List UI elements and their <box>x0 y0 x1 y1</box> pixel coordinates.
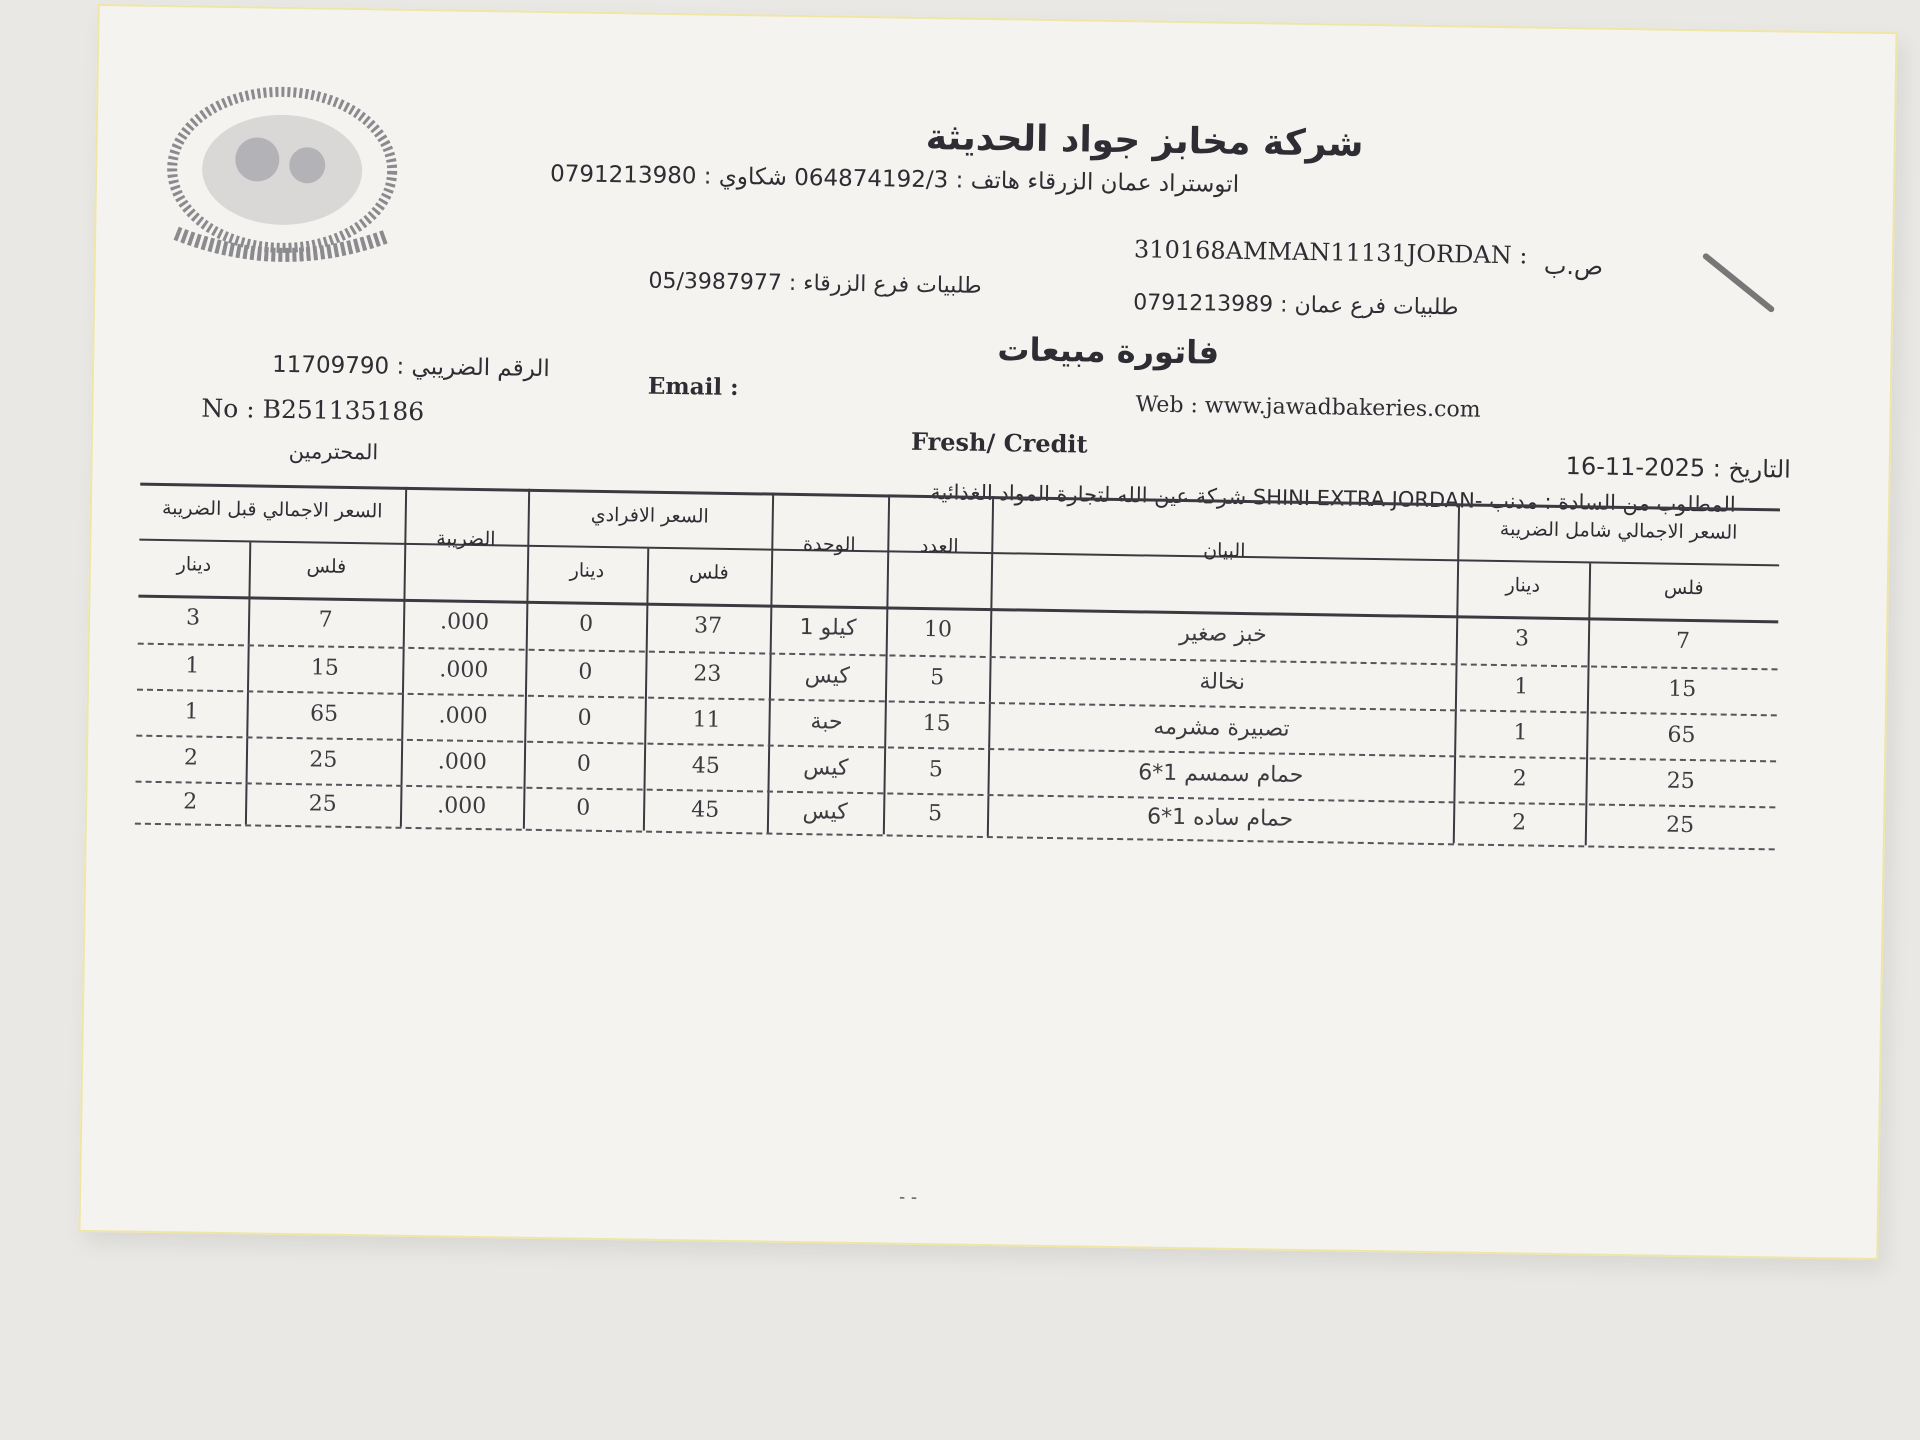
cell-twt-fils: 25 <box>1665 812 1695 839</box>
cell-unit: كيلو 1 <box>799 615 857 641</box>
po-box-label: ص.ب <box>1543 251 1604 281</box>
cell-tbt-dinar: 1 <box>185 653 200 679</box>
cell-description: حمام سمسم 1*6 <box>1138 760 1304 788</box>
cell-twt-dinar: 3 <box>1514 626 1530 652</box>
cell-count: 5 <box>927 801 943 827</box>
invoice-date: التاريخ : 2025-11-16 <box>1565 452 1792 484</box>
cell-unit: كيس <box>802 799 848 825</box>
header-fils: فلس <box>1663 576 1704 600</box>
cell-count: 5 <box>930 665 945 691</box>
orders-amman: طلبيات فرع عمان : 0791213989 <box>1132 290 1459 321</box>
cell-twt-fils: 65 <box>1667 722 1696 749</box>
cell-up-dinar: 0 <box>576 751 592 777</box>
email-label: Email : <box>647 372 739 402</box>
header-dinar: دينار <box>176 553 212 576</box>
cell-tax: .000 <box>438 703 488 730</box>
payment-type: Fresh/ Credit <box>910 426 1088 459</box>
invoice-paper <box>78 4 1897 1260</box>
header-fils: فلس <box>688 561 729 584</box>
company-name: شركة مخابز جواد الحديثة <box>925 116 1364 165</box>
header-total-with-tax: السعر الاجمالي شامل الضريبة <box>1499 518 1738 544</box>
cell-up-dinar: 0 <box>577 705 592 731</box>
header-description: البيان <box>1202 539 1246 563</box>
cell-up-fils: 45 <box>690 797 720 823</box>
header-unit-price: السعر الافرادي <box>590 503 709 528</box>
invoice-title: فاتورة مبيعات <box>997 330 1220 372</box>
cell-up-fils: 11 <box>692 707 721 733</box>
cell-count: 5 <box>928 757 944 783</box>
cell-tbt-dinar: 2 <box>183 789 198 815</box>
cell-unit: كيس <box>804 663 851 689</box>
cell-count: 10 <box>923 616 953 643</box>
header-dinar: دينار <box>1505 574 1541 597</box>
cell-tbt-dinar: 3 <box>185 605 201 631</box>
cell-description: حمام ساده 1*6 <box>1146 804 1294 832</box>
cell-twt-dinar: 2 <box>1511 810 1527 836</box>
cell-tbt-fils: 7 <box>318 607 333 633</box>
company-address: اتوستراد عمان الزرقاء هاتف : 064874192/3 شكاوي : 0791213980 <box>549 161 1240 198</box>
cell-up-fils: 23 <box>693 661 722 687</box>
cell-tax: .000 <box>439 657 489 684</box>
cell-tbt-fils: 25 <box>308 791 337 817</box>
cell-up-dinar: 0 <box>578 659 593 685</box>
tax-number: الرقم الضريبي : 11709790 <box>271 351 550 383</box>
cell-tbt-fils: 65 <box>309 701 339 727</box>
cell-description: خبز صغير <box>1179 621 1267 648</box>
header-dinar: دينار <box>569 559 605 582</box>
invoice-number: No : B251135186 <box>201 393 425 427</box>
header-fils: فلس <box>306 555 347 578</box>
header-unit: الوحدة <box>802 533 856 556</box>
po-box-value: 310168AMMAN11131JORDAN : <box>1133 235 1528 270</box>
cell-twt-fils: 25 <box>1666 768 1695 795</box>
cell-tbt-dinar: 2 <box>183 745 199 771</box>
cell-unit: حبة <box>810 709 843 735</box>
cell-up-fils: 45 <box>691 753 721 779</box>
cell-twt-fils: 15 <box>1667 676 1697 703</box>
header-count: العدد <box>919 534 959 558</box>
cell-tbt-dinar: 1 <box>184 699 199 725</box>
cell-up-dinar: 0 <box>578 611 594 637</box>
cell-twt-dinar: 1 <box>1513 720 1528 746</box>
cell-unit: كيس <box>803 755 849 781</box>
company-seal-logo <box>156 83 409 267</box>
cell-twt-dinar: 2 <box>1512 766 1527 792</box>
cell-twt-fils: 7 <box>1675 628 1691 655</box>
cell-up-fils: 37 <box>693 613 723 639</box>
respected-label: المحترمين <box>288 438 379 465</box>
customer-name: المطلوب من السادة : مدنب -SHINI EXTRA JORDAN شركة عين الله لتجارة المواد الغذائية <box>930 480 1736 517</box>
items-table <box>135 483 1780 849</box>
cell-tax: .000 <box>437 793 487 820</box>
cell-twt-dinar: 1 <box>1514 674 1529 700</box>
page-mark: - - <box>898 1186 918 1208</box>
cell-description: تصبيرة مشرمه <box>1153 714 1290 742</box>
cell-tax: .000 <box>437 749 488 776</box>
pen-mark <box>1702 252 1776 313</box>
cell-tax: .000 <box>439 609 490 636</box>
cell-tbt-fils: 15 <box>310 655 340 681</box>
orders-zarqa: طلبيات فرع الزرقاء : 05/3987977 <box>648 268 982 299</box>
cell-description: نخالة <box>1199 669 1246 696</box>
cell-count: 15 <box>922 710 951 737</box>
cell-tbt-fils: 25 <box>309 747 338 773</box>
web-address: Web : www.jawadbakeries.com <box>1135 392 1481 423</box>
header-total-before-tax: السعر الاجمالي قبل الضريبة <box>161 497 383 523</box>
header-tax: الضريبة <box>436 527 496 551</box>
cell-up-dinar: 0 <box>575 795 591 821</box>
